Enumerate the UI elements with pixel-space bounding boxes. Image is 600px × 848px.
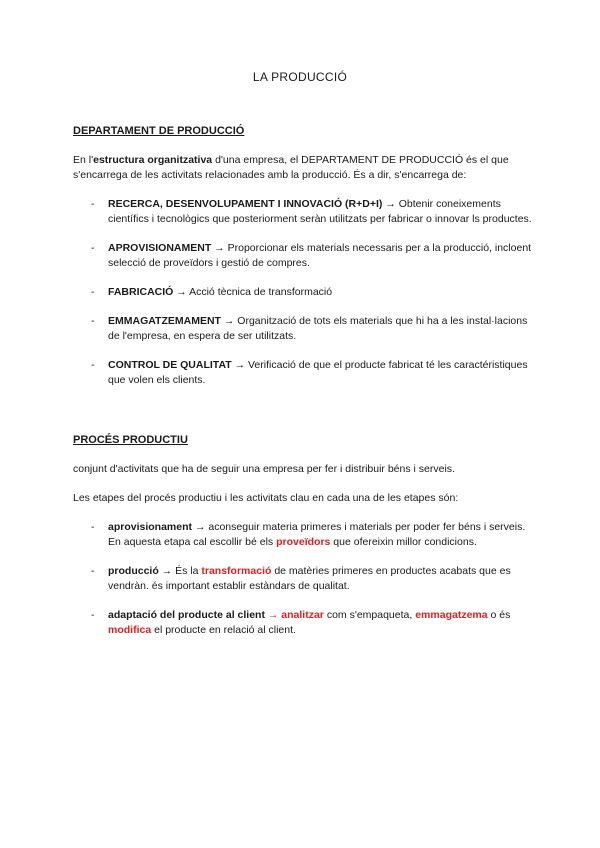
list-item: - APROVISIONAMENT → Proporcionar els materials necessaris per a la producció, incloent selecció de proveïdors i gestió de compres. [91,242,532,269]
list-item: - RECERCA, DESENVOLUPAMENT I INNOVACIÓ (R+D+I) → Obtenir coneixements científics i tecnològics que posteriorment seràn utilitzats per fabricar o innovar ls productes. [91,198,532,225]
highlight-text: analitzar [281,609,324,621]
item-term: CONTROL DE QUALITAT [108,359,232,371]
stages-intro: Les etapes del procés productiu i les activitats clau en cada una de les etapes són: [73,492,459,504]
department-heading: DEPARTAMENT DE PRODUCCIÓ [73,125,245,137]
item-desc: → Acció tècnica de transformació [173,286,333,298]
item-term: RECERCA, DESENVOLUPAMENT I INNOVACIÓ (R+D+I) [108,198,383,210]
highlight-text: modifica [108,624,152,636]
list-item: - adaptació del producte al client → analitzar com s'empaqueta, emmagatzema o és modifica el producte en relació al client. [91,609,511,636]
intro-text-bold: estructura organitzativa [93,154,213,166]
item-term: adaptació del producte al client [108,609,265,621]
item-desc: → Organització de tots els materials que hi ha a les instal·lacions de l'empresa, en espera de ser utilitzats. [108,315,528,342]
item-term: FABRICACIÓ [108,286,174,298]
page-title: LA PRODUCCIÓ [252,70,348,84]
item-term: aprovisionament [108,521,193,533]
list-item: - CONTROL DE QUALITAT → Verificació de que el producte fabricat té les caractéristiques que volen els clients. [91,359,528,386]
list-item: - producció → És la transformació de matèries primeres en productes acabats que es vendràn. és important establir estàndars de qualitat. [91,565,511,592]
department-section [73,124,533,388]
list-item: - aprovisionament → aconseguir materia primeres i materials per poder fer béns i serveis. En aquesta etapa cal escollir bé els proveïdors que ofereixin millor condicions. [91,521,526,548]
process-section [73,433,533,638]
intro-text-a: En l' [73,154,94,166]
item-desc: → Proporcionar els materials necessaris per a la producció, incloent selecció de proveïdors i gestió de compres. [108,242,532,269]
item-term: EMMAGATZEMAMENT [108,315,221,327]
department-intro [73,153,533,183]
list-item: - EMMAGATZEMAMENT → Organització de tots els materials que hi ha a les instal·lacions de l'empresa, en espera de ser utilitzats. [91,315,528,342]
highlight-text: emmagatzema [415,609,488,621]
process-definition: conjunt d'activitats que ha de seguir una empresa per fer i distribuir béns i serveis. [73,463,455,475]
item-term: APROVISIONAMENT [108,242,212,254]
stages-list [73,520,533,638]
department-list [73,197,533,388]
list-item: - FABRICACIÓ → Acció tècnica de transformació [91,286,333,298]
item-term: producció [108,565,159,577]
highlight-text: proveïdors [276,536,331,548]
item-desc: → Obtenir coneixements científics i tecnològics que posteriorment seràn utilitzats per fabricar o innovar ls productes. [108,198,532,225]
item-desc: → Verificació de que el producte fabricat té les caractéristiques que volen els clients. [108,359,528,386]
highlight-text: transformació [201,565,272,577]
intro-text-c: d'una empresa, el DEPARTAMENT DE PRODUCCIÓ és el que s'encarrega de les activitats relacionades amb la producció. És a dir, s'encarrega de: [73,154,509,181]
process-heading: PROCÉS PRODUCTIU [73,434,188,446]
